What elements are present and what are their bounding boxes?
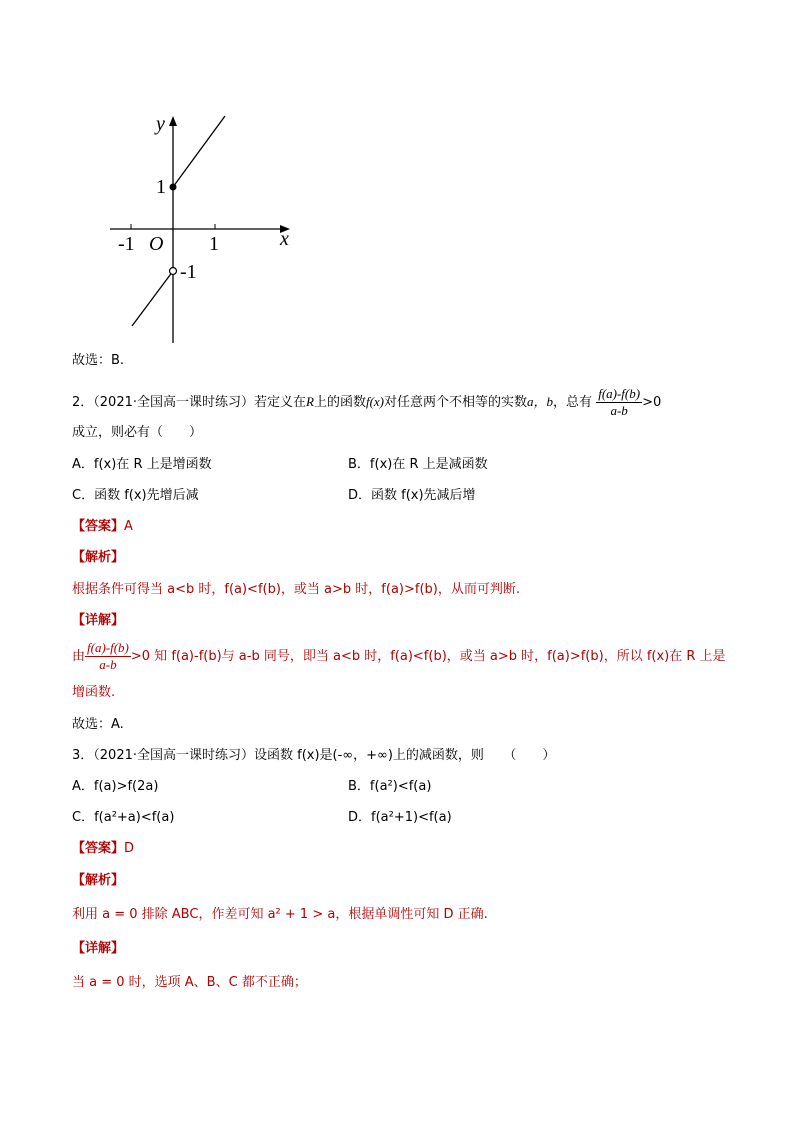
closed-point: [170, 184, 177, 191]
fraction-numerator: f(a)-f(b): [598, 386, 641, 401]
q2-option-a: A．f(x)在 R 上是增函数: [72, 457, 212, 472]
answer-value: D: [124, 841, 135, 856]
q2-stem-part1: 2．（2021·全国高一课时练习）若定义在: [72, 395, 306, 410]
answer-value: A: [124, 519, 133, 534]
q3-stem: 3．（2021·全国高一课时练习）设函数 f(x)是(-∞，+∞)上的减函数，则 （ ）: [72, 748, 556, 763]
q3-detail-label: 【详解】: [72, 941, 125, 956]
detail-fraction: [85, 640, 131, 673]
q2-stem: [72, 386, 661, 419]
q2-stem-part4: ，总有: [553, 395, 593, 410]
q2-stem-fraction: [596, 386, 642, 419]
q2-stem-part2: 上的函数: [313, 395, 366, 410]
detail-text: >0 知 f(a)-f(b)与 a-b 同号，即当 a<b 时，f(a)<f(b)，或当 a>b 时，f(a)>f(b)，所以 f(x)在 R 上是: [130, 649, 726, 664]
q2-stem-fx: f(x): [365, 394, 385, 409]
q2-detail-line2: 增函数.: [72, 685, 116, 700]
q3-analysis-text: 利用 a = 0 排除 ABC，作差可知 a² + 1 > a，根据单调性可知 D 正确.: [72, 907, 488, 922]
detail-fraction-denominator: a-b: [99, 657, 117, 672]
q2-stem-part5: >0: [642, 395, 662, 410]
x-axis-label: x: [280, 228, 289, 250]
q2-stem-R: R: [306, 394, 314, 409]
y-axis-label: y: [156, 113, 165, 135]
fraction-denominator: a-b: [610, 403, 628, 418]
detail-pre: 由: [72, 649, 86, 664]
q3-answer: [72, 840, 134, 858]
label-1-y: 1: [156, 176, 166, 198]
label-1-x: 1: [209, 233, 219, 255]
q3-analysis-label: 【解析】: [72, 873, 125, 888]
q2-analysis-text: 根据条件可得当 a<b 时，f(a)<f(b)，或当 a>b 时，f(a)>f(b)，从而可判断.: [72, 582, 520, 597]
q2-option-c: C．函数 f(x)先增后减: [72, 488, 199, 503]
q3-option-c: C．f(a²+a)<f(a): [72, 810, 175, 825]
upper-ray: [173, 116, 225, 187]
label-origin: O: [149, 233, 164, 255]
answer-label: 【答案】: [72, 841, 125, 856]
y-axis-arrow: [169, 116, 177, 126]
q2-stem-part3: 对任意两个不相等的实数: [384, 395, 528, 410]
q1-choice: 故选：B.: [72, 353, 125, 368]
lower-ray: [132, 271, 173, 326]
q2-choice: 故选：A.: [72, 717, 124, 732]
function-graph: [100, 108, 340, 348]
q3-option-a: A．f(a)>f(2a): [72, 779, 159, 794]
label-neg1-x: -1: [118, 233, 135, 255]
q2-detail-label: 【详解】: [72, 613, 125, 628]
open-point: [170, 268, 177, 275]
q3-detail-text: 当 a = 0 时，选项 A、B、C 都不正确；: [72, 975, 307, 990]
answer-label: 【答案】: [72, 519, 125, 534]
q2-answer: [72, 518, 133, 536]
label-neg1-y: -1: [180, 261, 197, 283]
q2-stem-ab: a，b: [527, 394, 554, 409]
q2-stem-line2: 成立，则必有（ ）: [72, 425, 203, 440]
detail-fraction-numerator: f(a)-f(b): [87, 640, 129, 655]
q2-analysis-label: 【解析】: [72, 550, 125, 565]
q2-option-b: B．f(x)在 R 上是减函数: [348, 457, 488, 472]
q2-detail-line1: [72, 640, 726, 673]
q2-option-d: D．函数 f(x)先减后增: [348, 488, 476, 503]
q3-option-b: B．f(a²)<f(a): [348, 779, 432, 794]
q3-option-d: D．f(a²+1)<f(a): [348, 810, 452, 825]
